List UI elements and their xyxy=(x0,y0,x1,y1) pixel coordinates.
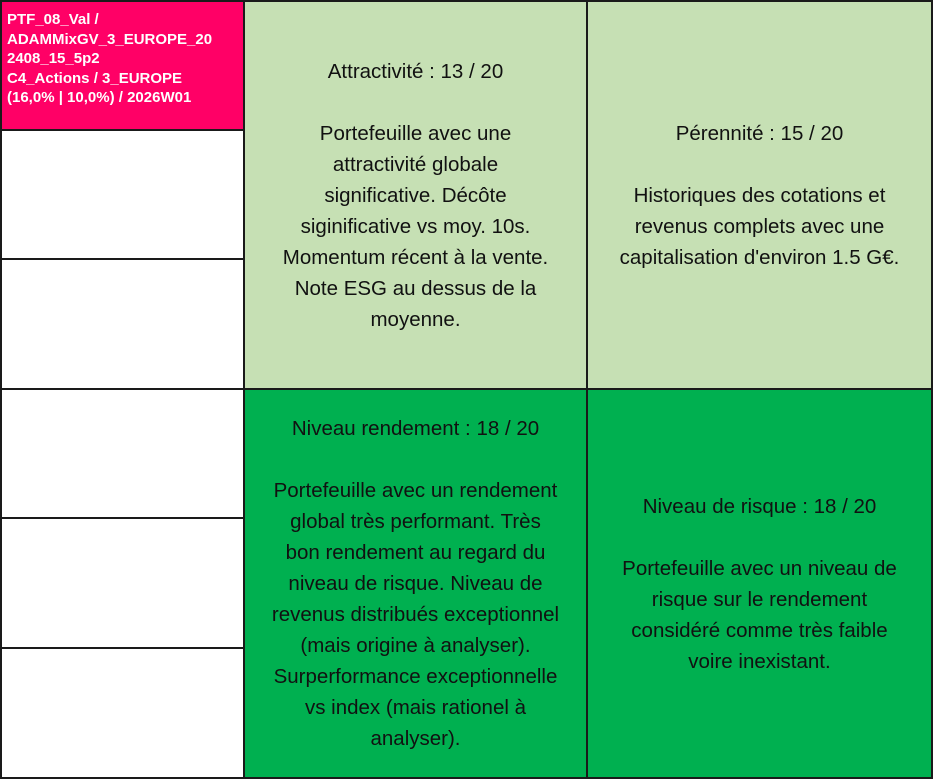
portfolio-header-cell[interactable] xyxy=(0,0,245,131)
empty-cell[interactable] xyxy=(0,388,245,519)
description-line: siginificative vs moy. 10s. xyxy=(300,214,531,238)
perennite-title: Pérennité : 15 / 20 xyxy=(675,121,844,145)
description-line: Momentum récent à la vente. xyxy=(282,245,549,269)
portfolio-header-line: 2408_15_5p2 xyxy=(7,50,100,67)
description-line: Portefeuille avec un rendement xyxy=(273,479,558,502)
portfolio-header-line: PTF_08_Val / xyxy=(7,11,99,28)
empty-cell[interactable] xyxy=(0,517,245,649)
rendement-description xyxy=(272,475,559,754)
empty-cell[interactable] xyxy=(0,647,245,779)
description-line: capitalisation d'environ 1.5 G€. xyxy=(619,245,900,269)
risque-cell[interactable] xyxy=(586,388,933,779)
description-line: Portefeuille avec un niveau de xyxy=(622,556,897,580)
description-line: risque sur le rendement xyxy=(651,587,868,611)
portfolio-header-line: (16,0% | 10,0%) / 2026W01 xyxy=(7,89,192,106)
risque-description xyxy=(622,553,897,677)
description-line: Historiques des cotations et xyxy=(633,183,886,207)
empty-cell[interactable] xyxy=(0,129,245,260)
portfolio-header-line: C4_Actions / 3_EUROPE xyxy=(7,69,183,87)
attractivite-description xyxy=(283,118,549,335)
perennite-cell[interactable] xyxy=(586,0,933,390)
risque-title: Niveau de risque : 18 / 20 xyxy=(642,494,877,518)
description-line: moyenne. xyxy=(370,307,461,331)
description-line: Portefeuille avec une xyxy=(319,121,512,145)
rendement-cell[interactable] xyxy=(243,388,588,779)
portfolio-header-line: ADAMMixGV_3_EUROPE_20 xyxy=(7,30,213,48)
perennite-description xyxy=(620,180,900,273)
description-line: voire inexistant. xyxy=(688,649,831,673)
description-line: bon rendement au regard du xyxy=(285,541,546,564)
description-line: (mais origine à analyser). xyxy=(300,634,531,657)
description-line: Note ESG au dessus de la xyxy=(294,276,537,300)
empty-cell[interactable] xyxy=(0,258,245,390)
description-line: Surperformance exceptionnelle xyxy=(273,665,558,688)
description-line: attractivité globale xyxy=(332,152,499,176)
description-line: niveau de risque. Niveau de xyxy=(288,572,543,595)
description-line: revenus complets avec une xyxy=(634,214,885,238)
attractivite-title: Attractivité : 13 / 20 xyxy=(327,59,504,83)
description-line: considéré comme très faible xyxy=(631,618,888,642)
description-line: revenus distribués exceptionnel xyxy=(271,603,560,626)
attractivite-cell[interactable] xyxy=(243,0,588,390)
description-line: vs index (mais rationel à xyxy=(304,696,527,719)
description-line: global très performant. Très xyxy=(290,510,541,533)
description-line: significative. Décôte xyxy=(324,183,507,207)
description-line: analyser). xyxy=(370,727,461,750)
rendement-title: Niveau rendement : 18 / 20 xyxy=(291,417,540,440)
